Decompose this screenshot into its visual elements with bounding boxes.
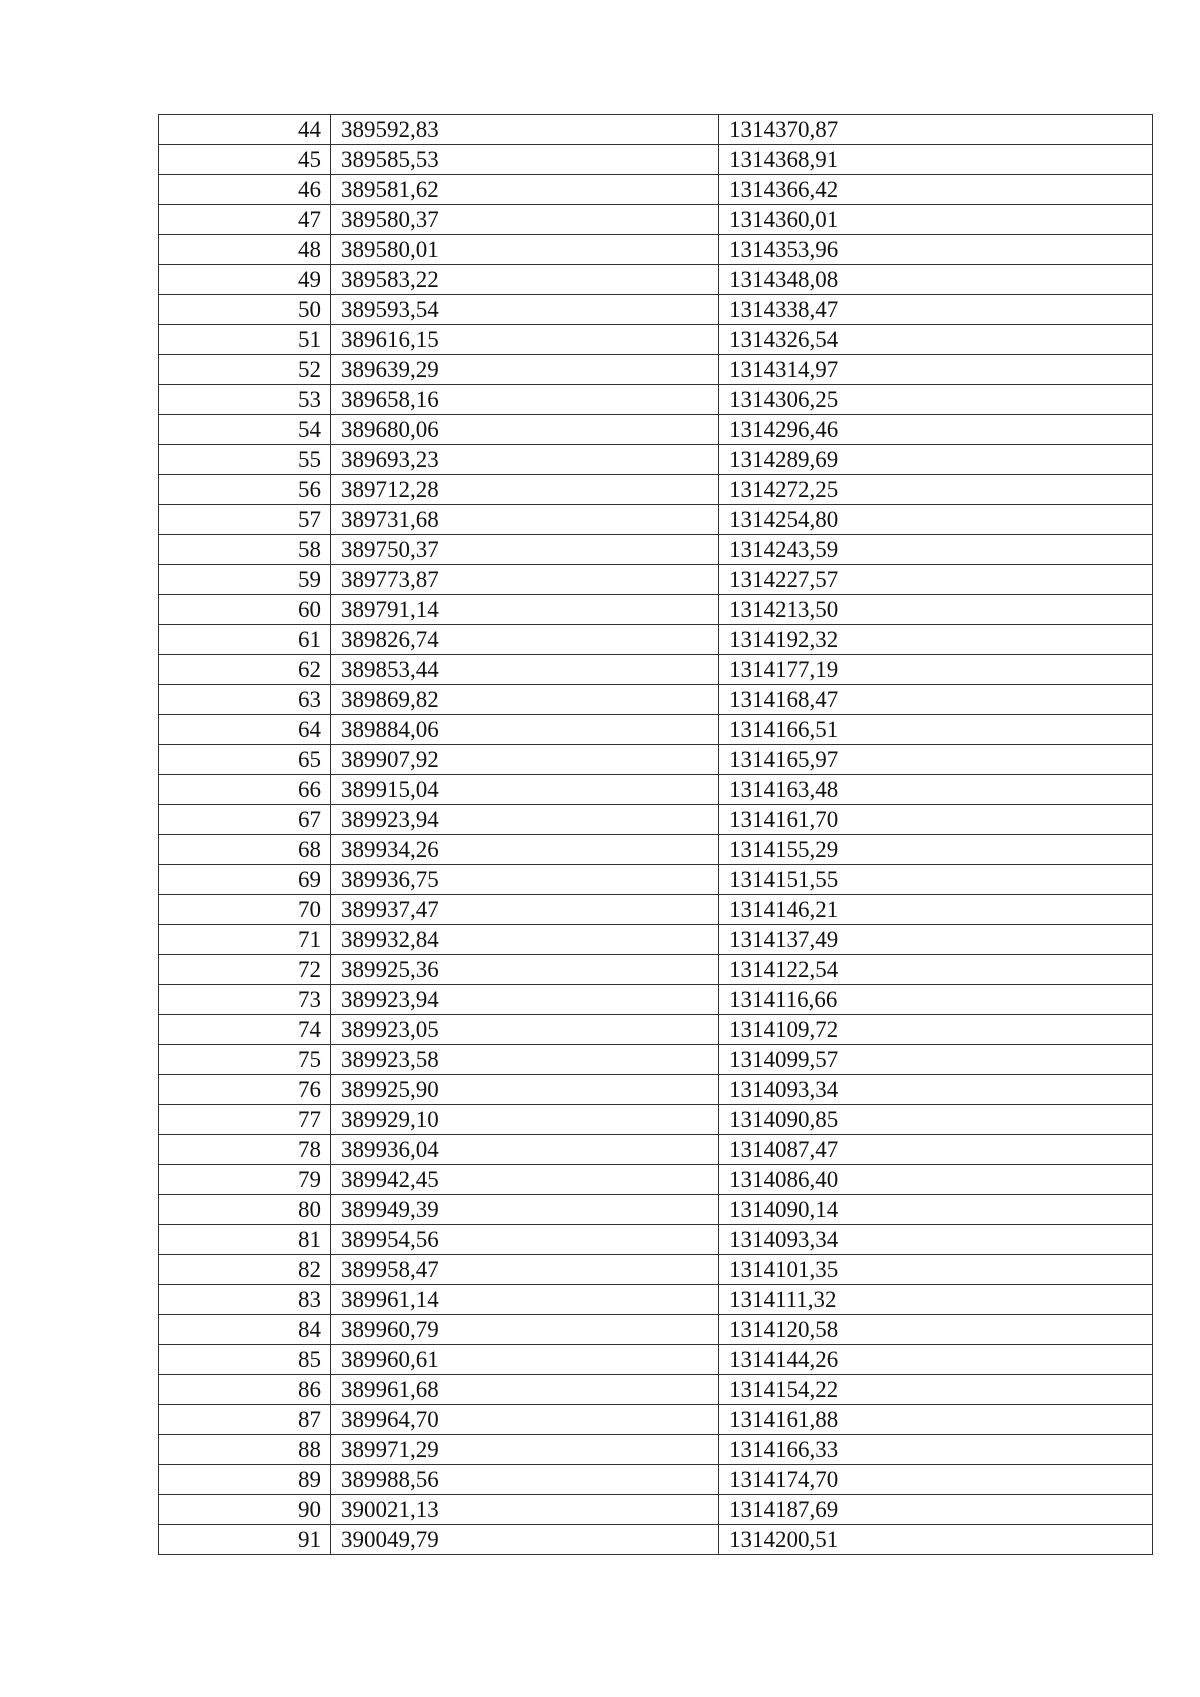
x-coordinate-cell: 389936,75 (331, 865, 719, 895)
x-coordinate-cell: 389616,15 (331, 325, 719, 355)
x-coordinate-cell: 389658,16 (331, 385, 719, 415)
table-row (159, 865, 1153, 895)
table-row (159, 385, 1153, 415)
x-coordinate-cell: 389988,56 (331, 1465, 719, 1495)
point-number-cell: 74 (159, 1015, 331, 1045)
y-coordinate-cell: 1314093,34 (719, 1075, 1153, 1105)
coordinates-table-body (159, 115, 1153, 1555)
x-coordinate-cell: 389960,61 (331, 1345, 719, 1375)
table-row (159, 295, 1153, 325)
y-coordinate-cell: 1314086,40 (719, 1165, 1153, 1195)
x-coordinate-cell: 389639,29 (331, 355, 719, 385)
y-coordinate-cell: 1314099,57 (719, 1045, 1153, 1075)
y-coordinate-cell: 1314370,87 (719, 115, 1153, 145)
point-number-cell: 83 (159, 1285, 331, 1315)
point-number-cell: 73 (159, 985, 331, 1015)
y-coordinate-cell: 1314101,35 (719, 1255, 1153, 1285)
point-number-cell: 80 (159, 1195, 331, 1225)
point-number-cell: 47 (159, 205, 331, 235)
x-coordinate-cell: 389934,26 (331, 835, 719, 865)
point-number-cell: 54 (159, 415, 331, 445)
x-coordinate-cell: 389581,62 (331, 175, 719, 205)
table-row (159, 1495, 1153, 1525)
point-number-cell: 60 (159, 595, 331, 625)
x-coordinate-cell: 389932,84 (331, 925, 719, 955)
point-number-cell: 69 (159, 865, 331, 895)
x-coordinate-cell: 389961,14 (331, 1285, 719, 1315)
x-coordinate-cell: 389773,87 (331, 565, 719, 595)
y-coordinate-cell: 1314093,34 (719, 1225, 1153, 1255)
point-number-cell: 55 (159, 445, 331, 475)
table-row (159, 1075, 1153, 1105)
x-coordinate-cell: 389923,94 (331, 805, 719, 835)
point-number-cell: 50 (159, 295, 331, 325)
x-coordinate-cell: 389925,36 (331, 955, 719, 985)
y-coordinate-cell: 1314289,69 (719, 445, 1153, 475)
x-coordinate-cell: 389971,29 (331, 1435, 719, 1465)
point-number-cell: 65 (159, 745, 331, 775)
x-coordinate-cell: 389923,58 (331, 1045, 719, 1075)
x-coordinate-cell: 389961,68 (331, 1375, 719, 1405)
point-number-cell: 88 (159, 1435, 331, 1465)
point-number-cell: 70 (159, 895, 331, 925)
table-row (159, 625, 1153, 655)
x-coordinate-cell: 389964,70 (331, 1405, 719, 1435)
point-number-cell: 61 (159, 625, 331, 655)
y-coordinate-cell: 1314146,21 (719, 895, 1153, 925)
point-number-cell: 56 (159, 475, 331, 505)
x-coordinate-cell: 389954,56 (331, 1225, 719, 1255)
point-number-cell: 46 (159, 175, 331, 205)
point-number-cell: 52 (159, 355, 331, 385)
table-row (159, 925, 1153, 955)
point-number-cell: 85 (159, 1345, 331, 1375)
table-row (159, 955, 1153, 985)
point-number-cell: 87 (159, 1405, 331, 1435)
x-coordinate-cell: 389884,06 (331, 715, 719, 745)
x-coordinate-cell: 389592,83 (331, 115, 719, 145)
point-number-cell: 72 (159, 955, 331, 985)
table-row (159, 595, 1153, 625)
y-coordinate-cell: 1314348,08 (719, 265, 1153, 295)
x-coordinate-cell: 389680,06 (331, 415, 719, 445)
point-number-cell: 62 (159, 655, 331, 685)
x-coordinate-cell: 389936,04 (331, 1135, 719, 1165)
table-row (159, 265, 1153, 295)
y-coordinate-cell: 1314163,48 (719, 775, 1153, 805)
y-coordinate-cell: 1314353,96 (719, 235, 1153, 265)
y-coordinate-cell: 1314187,69 (719, 1495, 1153, 1525)
point-number-cell: 57 (159, 505, 331, 535)
point-number-cell: 44 (159, 115, 331, 145)
table-row (159, 1225, 1153, 1255)
table-row (159, 745, 1153, 775)
y-coordinate-cell: 1314087,47 (719, 1135, 1153, 1165)
y-coordinate-cell: 1314165,97 (719, 745, 1153, 775)
table-row (159, 1345, 1153, 1375)
y-coordinate-cell: 1314166,51 (719, 715, 1153, 745)
y-coordinate-cell: 1314338,47 (719, 295, 1153, 325)
x-coordinate-cell: 389750,37 (331, 535, 719, 565)
point-number-cell: 68 (159, 835, 331, 865)
table-row (159, 445, 1153, 475)
point-number-cell: 48 (159, 235, 331, 265)
x-coordinate-cell: 389853,44 (331, 655, 719, 685)
point-number-cell: 71 (159, 925, 331, 955)
x-coordinate-cell: 389923,05 (331, 1015, 719, 1045)
point-number-cell: 89 (159, 1465, 331, 1495)
table-row (159, 205, 1153, 235)
x-coordinate-cell: 389929,10 (331, 1105, 719, 1135)
y-coordinate-cell: 1314111,32 (719, 1285, 1153, 1315)
y-coordinate-cell: 1314168,47 (719, 685, 1153, 715)
point-number-cell: 81 (159, 1225, 331, 1255)
y-coordinate-cell: 1314137,49 (719, 925, 1153, 955)
table-row (159, 415, 1153, 445)
point-number-cell: 64 (159, 715, 331, 745)
x-coordinate-cell: 389915,04 (331, 775, 719, 805)
table-row (159, 565, 1153, 595)
y-coordinate-cell: 1314174,70 (719, 1465, 1153, 1495)
point-number-cell: 49 (159, 265, 331, 295)
table-row (159, 115, 1153, 145)
table-row (159, 1465, 1153, 1495)
y-coordinate-cell: 1314177,19 (719, 655, 1153, 685)
table-row (159, 355, 1153, 385)
point-number-cell: 79 (159, 1165, 331, 1195)
y-coordinate-cell: 1314326,54 (719, 325, 1153, 355)
table-row (159, 1375, 1153, 1405)
y-coordinate-cell: 1314366,42 (719, 175, 1153, 205)
point-number-cell: 84 (159, 1315, 331, 1345)
y-coordinate-cell: 1314161,70 (719, 805, 1153, 835)
point-number-cell: 82 (159, 1255, 331, 1285)
y-coordinate-cell: 1314155,29 (719, 835, 1153, 865)
table-row (159, 325, 1153, 355)
y-coordinate-cell: 1314166,33 (719, 1435, 1153, 1465)
table-row (159, 1105, 1153, 1135)
table-row (159, 1435, 1153, 1465)
table-row (159, 235, 1153, 265)
point-number-cell: 78 (159, 1135, 331, 1165)
x-coordinate-cell: 389942,45 (331, 1165, 719, 1195)
point-number-cell: 51 (159, 325, 331, 355)
x-coordinate-cell: 389693,23 (331, 445, 719, 475)
table-row (159, 535, 1153, 565)
x-coordinate-cell: 389712,28 (331, 475, 719, 505)
x-coordinate-cell: 389923,94 (331, 985, 719, 1015)
point-number-cell: 67 (159, 805, 331, 835)
y-coordinate-cell: 1314227,57 (719, 565, 1153, 595)
x-coordinate-cell: 389907,92 (331, 745, 719, 775)
point-number-cell: 86 (159, 1375, 331, 1405)
table-row (159, 1165, 1153, 1195)
x-coordinate-cell: 389580,37 (331, 205, 719, 235)
table-row (159, 895, 1153, 925)
y-coordinate-cell: 1314161,88 (719, 1405, 1153, 1435)
point-number-cell: 66 (159, 775, 331, 805)
point-number-cell: 53 (159, 385, 331, 415)
point-number-cell: 63 (159, 685, 331, 715)
x-coordinate-cell: 389949,39 (331, 1195, 719, 1225)
y-coordinate-cell: 1314314,97 (719, 355, 1153, 385)
point-number-cell: 59 (159, 565, 331, 595)
table-row (159, 835, 1153, 865)
y-coordinate-cell: 1314120,58 (719, 1315, 1153, 1345)
coordinates-table (158, 114, 1153, 1555)
table-row (159, 1315, 1153, 1345)
table-row (159, 475, 1153, 505)
x-coordinate-cell: 390049,79 (331, 1525, 719, 1555)
x-coordinate-cell: 389580,01 (331, 235, 719, 265)
x-coordinate-cell: 389826,74 (331, 625, 719, 655)
point-number-cell: 45 (159, 145, 331, 175)
y-coordinate-cell: 1314254,80 (719, 505, 1153, 535)
x-coordinate-cell: 389960,79 (331, 1315, 719, 1345)
x-coordinate-cell: 389869,82 (331, 685, 719, 715)
x-coordinate-cell: 389958,47 (331, 1255, 719, 1285)
point-number-cell: 91 (159, 1525, 331, 1555)
y-coordinate-cell: 1314116,66 (719, 985, 1153, 1015)
y-coordinate-cell: 1314272,25 (719, 475, 1153, 505)
table-row (159, 985, 1153, 1015)
y-coordinate-cell: 1314090,85 (719, 1105, 1153, 1135)
x-coordinate-cell: 389583,22 (331, 265, 719, 295)
y-coordinate-cell: 1314090,14 (719, 1195, 1153, 1225)
y-coordinate-cell: 1314213,50 (719, 595, 1153, 625)
table-row (159, 775, 1153, 805)
y-coordinate-cell: 1314243,59 (719, 535, 1153, 565)
point-number-cell: 75 (159, 1045, 331, 1075)
table-row (159, 1195, 1153, 1225)
table-row (159, 1285, 1153, 1315)
table-row (159, 1525, 1153, 1555)
y-coordinate-cell: 1314122,54 (719, 955, 1153, 985)
table-row (159, 1255, 1153, 1285)
table-row (159, 505, 1153, 535)
y-coordinate-cell: 1314360,01 (719, 205, 1153, 235)
table-row (159, 1135, 1153, 1165)
x-coordinate-cell: 389791,14 (331, 595, 719, 625)
y-coordinate-cell: 1314154,22 (719, 1375, 1153, 1405)
x-coordinate-cell: 389585,53 (331, 145, 719, 175)
x-coordinate-cell: 389925,90 (331, 1075, 719, 1105)
table-row (159, 805, 1153, 835)
x-coordinate-cell: 389731,68 (331, 505, 719, 535)
table-row (159, 715, 1153, 745)
y-coordinate-cell: 1314296,46 (719, 415, 1153, 445)
x-coordinate-cell: 389593,54 (331, 295, 719, 325)
table-row (159, 685, 1153, 715)
point-number-cell: 76 (159, 1075, 331, 1105)
y-coordinate-cell: 1314151,55 (719, 865, 1153, 895)
table-row (159, 145, 1153, 175)
table-row (159, 1045, 1153, 1075)
y-coordinate-cell: 1314109,72 (719, 1015, 1153, 1045)
table-row (159, 175, 1153, 205)
point-number-cell: 77 (159, 1105, 331, 1135)
table-row (159, 1405, 1153, 1435)
y-coordinate-cell: 1314192,32 (719, 625, 1153, 655)
point-number-cell: 58 (159, 535, 331, 565)
y-coordinate-cell: 1314200,51 (719, 1525, 1153, 1555)
x-coordinate-cell: 390021,13 (331, 1495, 719, 1525)
point-number-cell: 90 (159, 1495, 331, 1525)
table-row (159, 1015, 1153, 1045)
y-coordinate-cell: 1314144,26 (719, 1345, 1153, 1375)
y-coordinate-cell: 1314368,91 (719, 145, 1153, 175)
table-row (159, 655, 1153, 685)
y-coordinate-cell: 1314306,25 (719, 385, 1153, 415)
x-coordinate-cell: 389937,47 (331, 895, 719, 925)
